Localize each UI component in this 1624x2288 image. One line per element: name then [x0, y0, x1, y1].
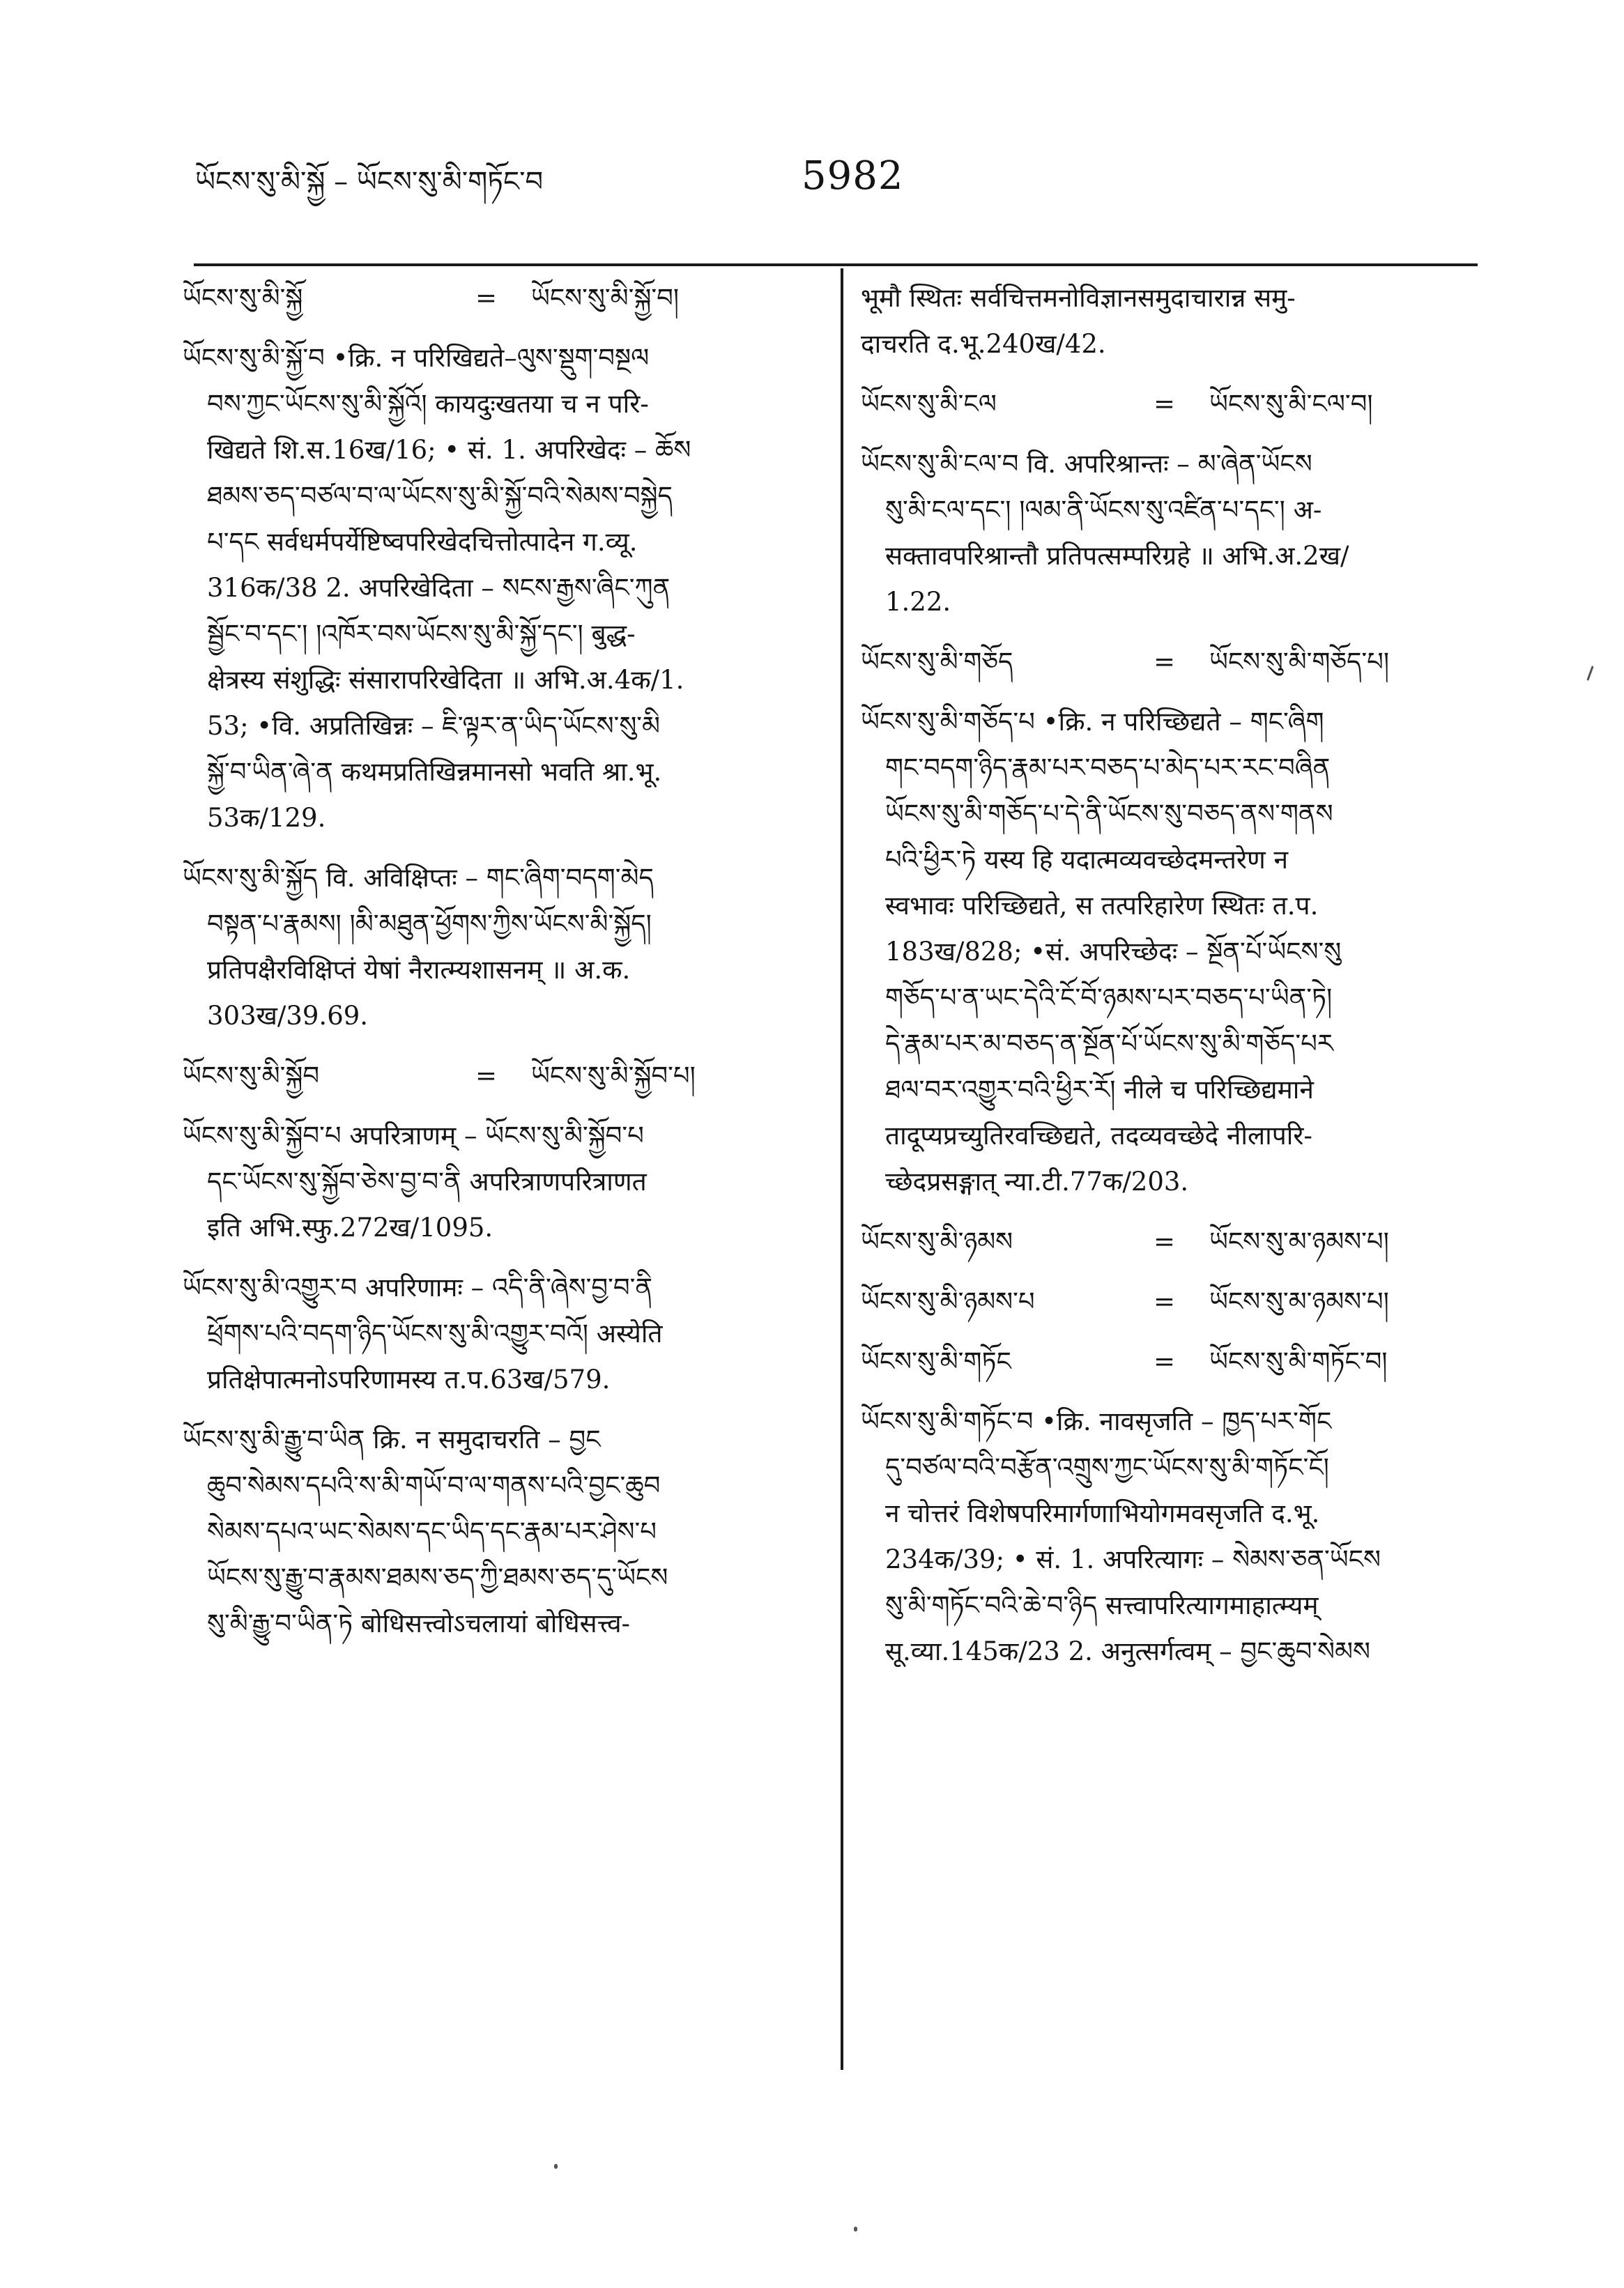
- entry-line: སུ་མི་གཏོང་བའི་ཆེ་བ་ཉིད सत्त्वापरित्यागमाहात्म्यम्: [885, 1590, 1319, 1620]
- entry-line: སུ་མི་རྒྱུ་བ་ཡིན་ཏེ बोधिसत्त्वोऽचलायां बोधिसत्त्व-: [207, 1608, 631, 1638]
- entry-line: खिद्यते शि.स.16ख/16; • सं. 1. अपरिखेदः – ཆོས: [207, 435, 691, 465]
- entry-line: ཐལ་བར་འགྱུར་བའི་ཕྱིར་རོ། नीले च परिच्छिद्यमाने: [885, 1075, 1314, 1105]
- scan-mark: [854, 2227, 857, 2232]
- entry-line: དེ་རྣམ་པར་མ་བཅད་ན་སྔོན་པོ་ཡོངས་སུ་མི་གཅོད་པར: [885, 1029, 1333, 1059]
- entry-line: ཡོངས་སུ་མི་ངལ་བ वि. अपरिश्रान्तः – མ་ཞེན་ཡོངས: [861, 449, 1312, 479]
- scan-mark: [554, 2164, 558, 2169]
- headword: ཡོངས་སུ་མི་ཉམས: [861, 1227, 1013, 1257]
- entry-line: स्वभावः परिच्छिद्यते, स तत्परिहारेण स्थितः त.प.: [885, 891, 1319, 921]
- cross-reference: [183, 275, 810, 321]
- entry-line: न चोत्तरं विशेषपरिमार्गणाभियोगमवसृजति द.भू.: [885, 1498, 1320, 1528]
- entry-line: ཡོངས་སུ་མི་གཅོད་པ •क्रि. न परिच्छिद्यते – གང་ཞིག: [861, 707, 1324, 737]
- entry-line: སྦྱོང་བ་དང་། །འཁོར་བས་ཡོངས་སུ་མི་སྐྱོ་དང་། बुद्ध-: [207, 619, 636, 649]
- cross-reference: [861, 1339, 1478, 1385]
- headword: ཡོངས་སུ་མི་གཅོད: [861, 647, 1013, 677]
- entry-line: 303ख/39.69.: [207, 1001, 369, 1031]
- entry-line: तादूप्यप्रच्युतिरवच्छिद्यते, तदव्यवच्छेदे नीलापरि-: [885, 1121, 1312, 1151]
- entry-line: པ་དང सर्वधर्मपर्येष्टिष्वपरिखेदचित्तोत्पादेन ग.व्यू.: [207, 527, 638, 557]
- dictionary-entry: [861, 699, 1478, 1205]
- entry-line: པའི་ཕྱིར་ཏེ यस्य हि यदात्मव्यवच्छेदमन्तरेण न: [885, 845, 1289, 875]
- equals-sign: =: [1154, 647, 1176, 677]
- entry-line: སེམས་དཔའ་ཡང་སེམས་དང་ཡིད་དང་རྣམ་པར་ཤེས་པ: [207, 1517, 657, 1546]
- entry-line: གཅོད་པ་ན་ཡང་དེའི་ངོ་བོ་ཉམས་པར་བཅད་པ་ཡིན་ཏེ།: [885, 983, 1333, 1013]
- dictionary-entry: [183, 1417, 810, 1647]
- entry-line: प्रतिपक्षैरविक्षिप्तं येषां नैरात्म्यशासनम् ॥ अ.क.: [207, 955, 631, 985]
- entry-line: བསྟན་པ་རྣམས། །མི་མཐུན་ཕྱོགས་ཀྱིས་ཡོངས་མི་སྐྱོད།: [207, 909, 652, 939]
- entry-line: 1.22.: [885, 587, 951, 617]
- cross-reference: [861, 381, 1478, 427]
- dictionary-entry: [183, 335, 810, 841]
- cross-reference: [861, 1279, 1478, 1325]
- equals-sign: =: [475, 1061, 498, 1091]
- xref-target: ཡོངས་སུ་མ་ཉམས་པ།: [1209, 1227, 1389, 1257]
- xref-target: ཡོངས་སུ་མི་སྐྱོབ་པ།: [531, 1061, 696, 1091]
- entry-line: བས་ཀྱང་ཡོངས་སུ་མི་སྐྱོའོ། कायदुःखतया च न परि-: [207, 389, 649, 419]
- xref-target: ཡོངས་སུ་མ་ཉམས་པ།: [1209, 1287, 1389, 1316]
- header-rule: [194, 263, 1478, 266]
- entry-line: ཡོངས་སུ་མི་སྐྱོབ་པ अपरित्राणम् – ཡོངས་སུ་མི་སྐྱོབ་པ: [183, 1121, 644, 1151]
- entry-line: दाचरति द.भू.240ख/42.: [861, 329, 1106, 359]
- headword: ཡོངས་སུ་མི་གཏོང: [861, 1346, 1011, 1376]
- entry-line: ཡོངས་སུ་རྒྱུ་བ་རྣམས་ཐམས་ཅད་ཀྱི་ཐམས་ཅད་དུ་ཡོངས: [207, 1563, 668, 1592]
- entry-line: क्षेत्रस्य संशुद्धिः संसारापरिखेदिता ॥ अभि.अ.4क/1.: [207, 665, 684, 695]
- dictionary-entry: [183, 855, 810, 1039]
- xref-target: ཡོངས་སུ་མི་གཏོང་བ།: [1209, 1346, 1388, 1376]
- entry-line: 183ख/828; •सं. अपरिच्छेदः – སྔོན་པོ་ཡོངས་སུ: [885, 937, 1342, 967]
- entry-line: 234क/39; • सं. 1. अपरित्यागः – སེམས་ཅན་ཡོངས: [885, 1544, 1381, 1574]
- entry-line: སུ་མི་ངལ་དང་། །ལམ་ནི་ཡོངས་སུ་འཛིན་པ་དང་། अ-: [885, 495, 1322, 525]
- scan-mark: [1586, 666, 1593, 681]
- headword: ཡོངས་སུ་མི་སྐྱོབ: [183, 1061, 320, 1091]
- entry-line: ཡོངས་སུ་མི་གཏོང་བ •क्रि. नावसृजति – ཁྱད་པར་གོང: [861, 1406, 1332, 1436]
- headword: ཡོངས་སུ་མི་ཉམས་པ: [861, 1287, 1035, 1316]
- entry-line: ཕྲོགས་པའི་བདག་ཉིད་ཡོངས་སུ་མི་འགྱུར་བའོ། अस्येति: [207, 1319, 663, 1349]
- dictionary-entry: [183, 1265, 810, 1403]
- xref-target: ཡོངས་སུ་མི་ངལ་བ།: [1209, 389, 1373, 419]
- entry-line: इति अभि.स्फु.272ख/1095.: [207, 1213, 493, 1243]
- headword: ཡོངས་སུ་མི་ངལ: [861, 389, 997, 419]
- dictionary-entry: [861, 275, 1478, 367]
- dictionary-entry: [183, 1113, 810, 1251]
- entry-line: ཡོངས་སུ་མི་སྐྱོ་བ •क्रि. न परिखिद्यते–ལུས་སྡུག་བསྔལ: [183, 343, 650, 373]
- page-number: 5982: [802, 153, 904, 199]
- entry-line: གང་བདག་ཉིད་རྣམ་པར་བཅད་པ་མེད་པར་རང་བཞིན: [885, 753, 1331, 783]
- column-divider: [841, 268, 843, 2070]
- entry-line: ཡོངས་སུ་མི་གཅོད་པ་དེ་ནི་ཡོངས་སུ་བཅད་ནས་གནས: [885, 799, 1333, 829]
- equals-sign: =: [1154, 1346, 1176, 1376]
- entry-line: ཡོངས་སུ་མི་རྒྱུ་བ་ཡིན क्रि. न समुदाचरति – བྱང: [183, 1425, 601, 1454]
- entry-line: དང་ཡོངས་སུ་སྐྱོབ་ཅེས་བྱ་བ་ནི अपरित्राणपरित्राणत: [207, 1167, 647, 1197]
- xref-target: ཡོངས་སུ་མི་གཅོད་པ།: [1209, 647, 1390, 677]
- cross-reference: [861, 1219, 1478, 1265]
- entry-line: ཐམས་ཅད་བཙལ་བ་ལ་ཡོངས་སུ་མི་སྐྱོ་བའི་སེམས་བསྐྱེད: [207, 481, 673, 511]
- entry-line: 53क/129.: [207, 803, 326, 833]
- right-column: [861, 275, 1478, 1689]
- entry-line: 316क/38 2. अपरिखेदिता – སངས་རྒྱས་ཞིང་ཀུན: [207, 573, 671, 603]
- entry-line: 53; •वि. अप्रतिखिन्नः – ཇི་ལྟར་ན་ཡིད་ཡོངས་སུ་མི: [207, 711, 661, 741]
- entry-line: प्रतिक्षेपात्मनोऽपरिणामस्य त.प.63ख/579.: [207, 1365, 611, 1395]
- entry-line: च्छेदप्रसङ्गात् न्या.टी.77क/203.: [885, 1167, 1189, 1197]
- running-head: ཡོངས་སུ་མི་སྐྱོ – ཡོངས་སུ་མི་གཏོང་བ: [195, 166, 544, 198]
- entry-line: भूमौ स्थितः सर्वचित्तमनोविज्ञानसमुदाचारान्न समु-: [861, 283, 1296, 313]
- entry-line: དུ་བཙལ་བའི་བརྩོན་འགྲུས་ཀྱང་ཡོངས་སུ་མི་གཏོང་ངོ།: [885, 1452, 1329, 1482]
- cross-reference: [861, 639, 1478, 685]
- entry-line: ཡོངས་སུ་མི་སྐྱོད वि. अविक्षिप्तः – གང་ཞིག་བདག་མེད: [183, 863, 654, 893]
- xref-target: ཡོངས་སུ་མི་སྐྱོ་བ།: [531, 283, 680, 313]
- left-column: [183, 275, 810, 1661]
- entry-line: ཆུབ་སེམས་དཔའི་ས་མི་གཡོ་བ་ལ་གནས་པའི་བྱང་ཆུབ: [207, 1471, 661, 1500]
- equals-sign: =: [475, 283, 498, 313]
- equals-sign: =: [1154, 1227, 1176, 1257]
- entry-line: སྐྱོ་བ་ཡིན་ཞེ་ན कथमप्रतिखिन्नमानसो भवति श्रा.भू.: [207, 757, 662, 787]
- entry-line: सू.व्या.145क/23 2. अनुत्सर्गत्वम् – བྱང་ཆུབ་སེམས: [885, 1636, 1370, 1666]
- cross-reference: [183, 1053, 810, 1099]
- equals-sign: =: [1154, 389, 1176, 419]
- entry-line: सक्तावपरिश्रान्तौ प्रतिपत्सम्परिग्रहे ॥ अभि.अ.2ख/: [885, 541, 1349, 571]
- entry-line: ཡོངས་སུ་མི་འགྱུར་བ अपरिणामः – འདི་ནི་ཞེས་བྱ་བ་ནི: [183, 1273, 653, 1303]
- dictionary-entry: [861, 441, 1478, 625]
- equals-sign: =: [1154, 1287, 1176, 1316]
- dictionary-entry: [861, 1399, 1478, 1675]
- headword: ཡོངས་སུ་མི་སྐྱོ: [183, 283, 303, 313]
